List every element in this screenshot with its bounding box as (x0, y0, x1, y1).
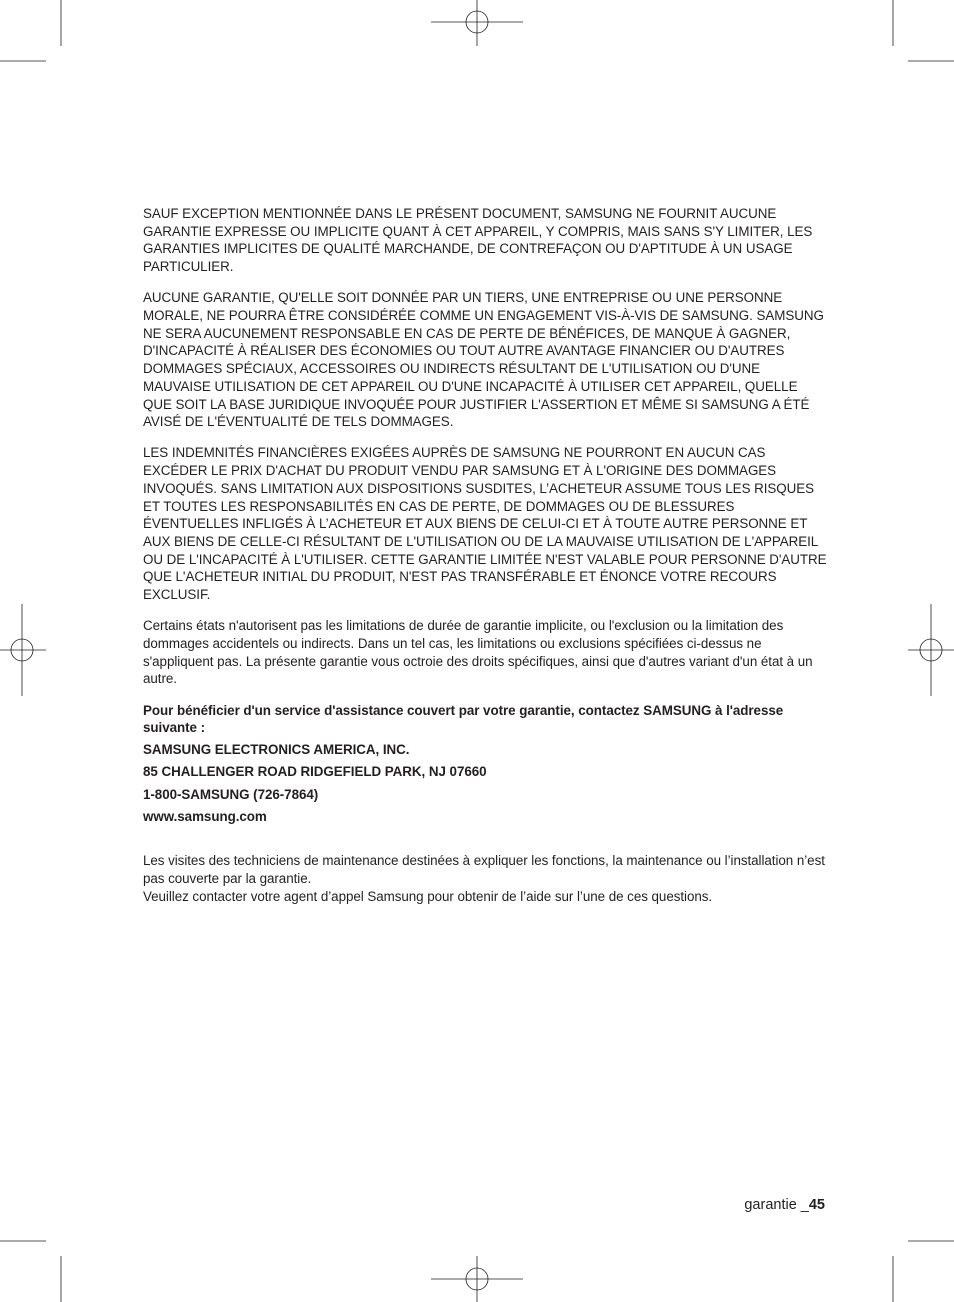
contact-company: SAMSUNG ELECTRONICS AMERICA, INC. (143, 741, 410, 757)
warranty-text-body (143, 205, 827, 905)
paragraph-state-rights: Certains états n'autorisent pas les limitations de durée de garantie implicite, ou l'exclusion ou la limitation des dommages accidentels ou indirects. Dans un tel cas, les limitations ou exclusions spécifiées ci-dessus ne s'appliquent pas. La présente garantie vous octroie des droits spécifiques, ainsi que d'autres variant d'un état à un autre. (143, 618, 813, 687)
contact-website-link[interactable]: www.samsung.com (143, 809, 267, 825)
page-footer (744, 1197, 825, 1213)
footer-section-label: garantie _ (744, 1197, 809, 1213)
contact-heading: Pour bénéficier d'un service d'assistance couvert par votre garantie, contactez SAMSUNG à l'adresse suivante : (143, 702, 784, 736)
contact-phone: 1-800-SAMSUNG (726-7864) (143, 786, 319, 802)
contact-address: 85 CHALLENGER ROAD RIDGEFIELD PARK, NJ 07660 (143, 764, 487, 780)
paragraph-limit-of-remedy: LES INDEMNITÉS FINANCIÈRES EXIGÉES AUPRÈS DE SAMSUNG NE POURRONT EN AUCUN CAS EXCÉDER LE PRIX D'ACHAT DU PRODUIT VENDU PAR SAMSUNG ET À L'ORIGINE DES DOMMAGES INVOQUÉS. SANS LIMITATION AUX DISPOSITIONS SUSDITES, L’ACHETEUR ASSUME TOUS LES RISQUES ET TOUTES LES RESPONSABILITÉS EN CAS DE PERTE, DE DOMMAGES OU DE BLESSURES ÉVENTUELLES INFLIGÉS À L’ACHETEUR ET AUX BIENS DE CELUI-CI ET À TOUTE AUTRE PERSONNE ET AUX BIENS DE CELLE-CI RÉSULTANT DE L'UTILISATION OU DE LA MAUVAISE UTILISATION DE L'APPAREIL OU DE L'INCAPACITÉ À L'UTILISER. CETTE GARANTIE LIMITÉE N'EST VALABLE POUR PERSONNE D'AUTRE QUE L'ACHETEUR INITIAL DU PRODUIT, N'EST PAS TRANSFÉRABLE ET ÉNONCE VOTRE RECOURS EXCLUSIF. (143, 445, 827, 603)
page-number: 45 (808, 1197, 825, 1213)
paragraph-no-liability: AUCUNE GARANTIE, QU'ELLE SOIT DONNÉE PAR UN TIERS, UNE ENTREPRISE OU UNE PERSONNE MORALE, NE POURRA ÊTRE CONSIDÉRÉE COMME UN ENGAGEMENT VIS-À-VIS DE SAMSUNG. SAMSUNG NE SERA AUCUNEMENT RESPONSABLE EN CAS DE PERTE DE BÉNÉFICES, DE MANQUE À GAGNER, D'INCAPACITÉ À RÉALISER DES ÉCONOMIES OU TOUT AUTRE AVANTAGE FINANCIER OU D'AUTRES DOMMAGES SPÉCIAUX, ACCESSOIRES OU INDIRECTS RÉSULTANT DE L'UTILISATION OU D'UNE MAUVAISE UTILISATION DE CET APPAREIL OU D'UNE INCAPACITÉ À UTILISER CET APPAREIL, QUELLE QUE SOIT LA BASE JURIDIQUE INVOQUÉE POUR JUSTIFIER L'ASSERTION ET MÊME SI SAMSUNG A ÉTÉ AVISÉ DE L'ÉVENTUALITÉ DE TELS DOMMAGES. (143, 290, 824, 430)
note-service-visits: Les visites des techniciens de maintenance destinées à expliquer les fonctions, la maintenance ou l’installation n’est pas couverte par la garantie. (143, 853, 825, 886)
paragraph-no-other-warranty: SAUF EXCEPTION MENTIONNÉE DANS LE PRÉSENT DOCUMENT, SAMSUNG NE FOURNIT AUCUNE GARANTIE EXPRESSE OU IMPLICITE QUANT À CET APPAREIL, Y COMPRIS, MAIS SANS S'Y LIMITER, LES GARANTIES IMPLICITES DE QUALITÉ MARCHANDE, DE CONTREFAÇON OU D'APTITUDE À UN USAGE PARTICULIER. (143, 206, 813, 275)
note-contact-agent: Veuillez contacter votre agent d’appel Samsung pour obtenir de l’aide sur l’une de ces questions. (143, 888, 713, 904)
